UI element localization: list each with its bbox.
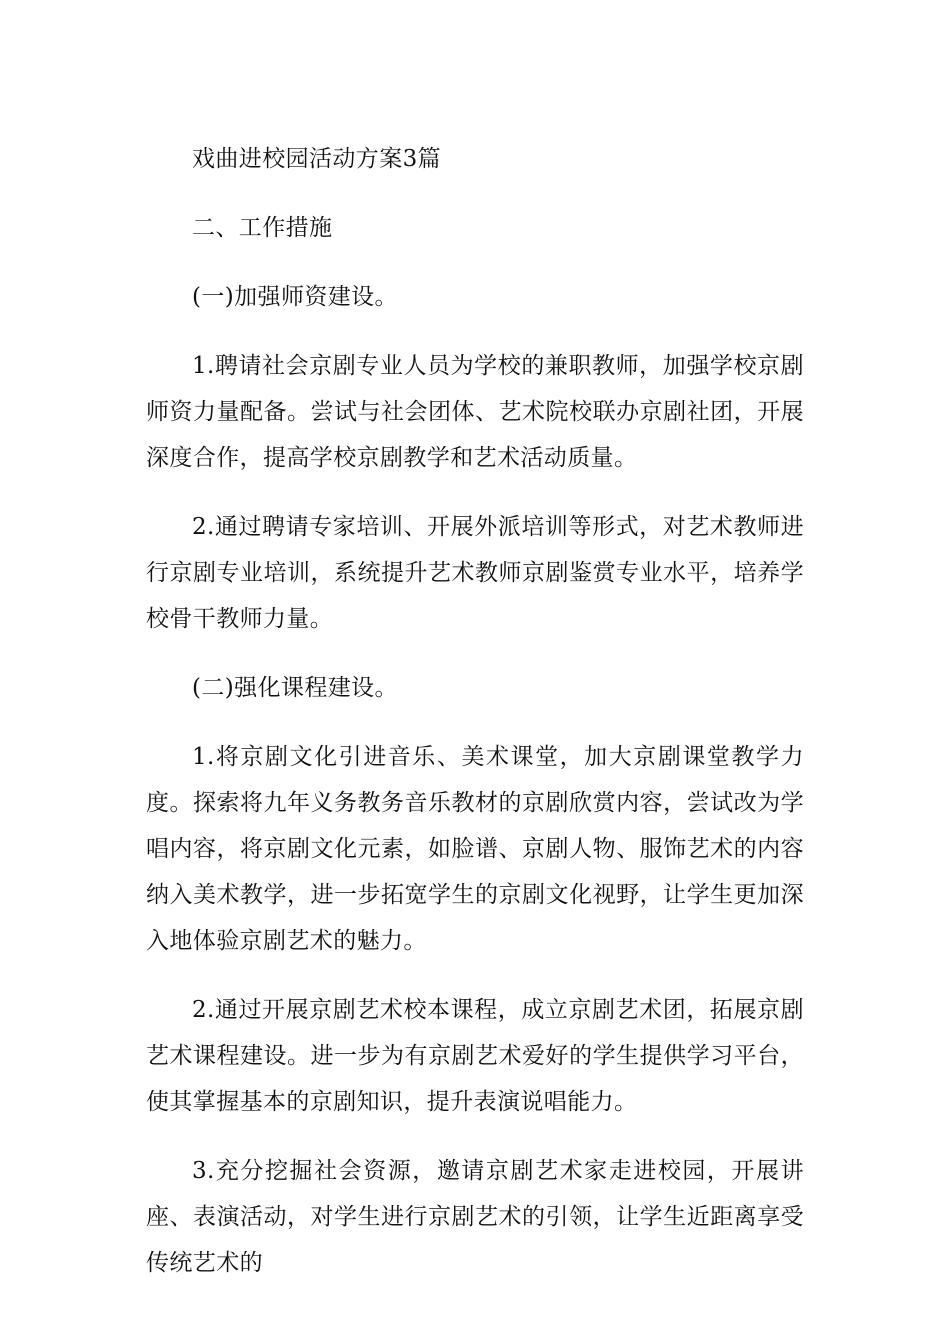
document-title: 戏曲进校园活动方案3篇	[192, 146, 442, 172]
section-heading: 二、工作措施	[192, 215, 333, 241]
paragraph-item-2-2: 2.通过开展京剧艺术校本课程，成立京剧艺术团，拓展京剧艺术课程建设。进一步为有京剧艺术爱好的学生提供学习平台，使其掌握基本的京剧知识，提升表演说唱能力。	[146, 997, 804, 1115]
paragraph-item-2-3: 3.充分挖掘社会资源，邀请京剧艺术家走进校园，开展讲座、表演活动，对学生进行京剧艺术的引领，让学生近距离享受传统艺术的	[146, 1158, 804, 1276]
paragraph-item-1-2: 2.通过聘请专家培训、开展外派培训等形式，对艺术教师进行京剧专业培训，系统提升艺术教师京剧鉴赏专业水平，培养学校骨干教师力量。	[146, 514, 804, 632]
paragraph-item-1-1: 1.聘请社会京剧专业人员为学校的兼职教师，加强学校京剧师资力量配备。尝试与社会团体、艺术院校联办京剧社团，开展深度合作，提高学校京剧教学和艺术活动质量。	[146, 353, 804, 471]
subsection-heading-1: (一)加强师资建设。	[192, 284, 398, 310]
paragraph-item-2-1: 1.将京剧文化引进音乐、美术课堂，加大京剧课堂教学力度。探索将九年义务教务音乐教材的京剧欣赏内容，尝试改为学唱内容，将京剧文化元素，如脸谱、京剧人物、服饰艺术的内容纳入美术教学，进一步拓宽学生的京剧文化视野，让学生更加深入地体验京剧艺术的魅力。	[146, 744, 804, 954]
subsection-heading-2: (二)强化课程建设。	[192, 675, 398, 701]
